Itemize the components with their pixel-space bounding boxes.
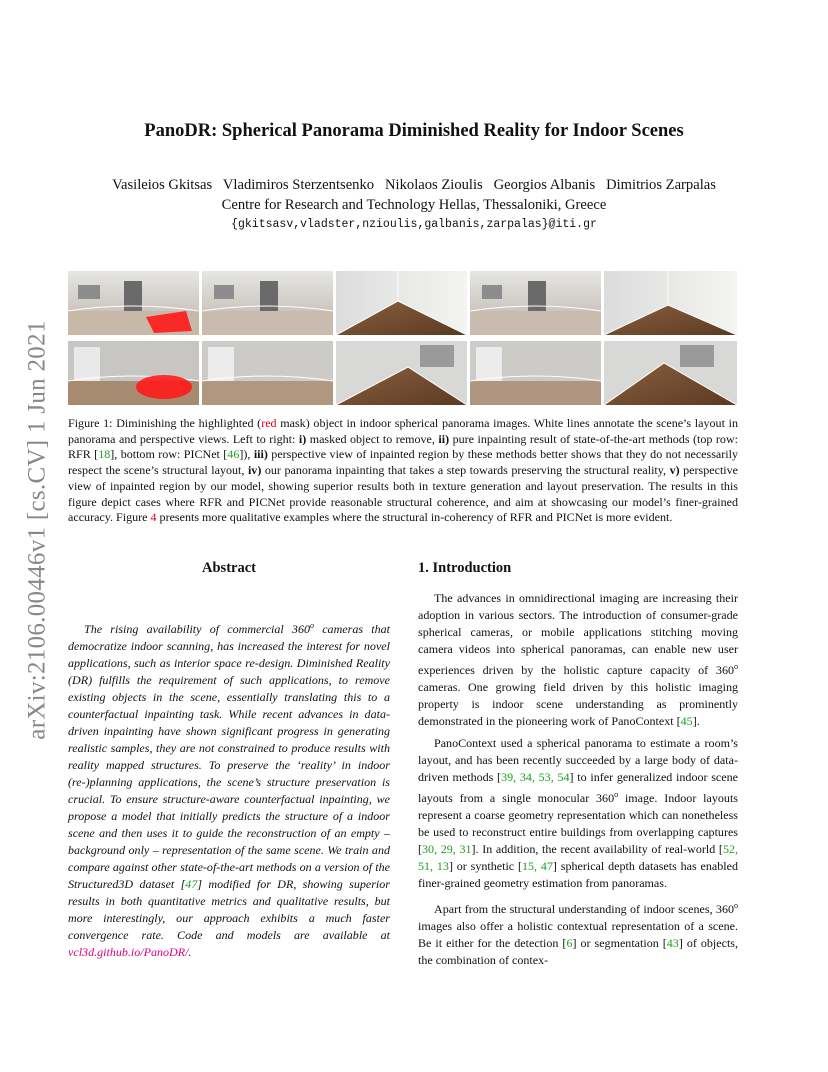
citation-link[interactable]: 45 [680,714,693,729]
figure-reference-link[interactable]: 4 [150,510,157,525]
intro-paragraph-3: Apart from the structural understanding of indoor scenes, 360$^o$ images also offer a holistic contextual representation of a scene. Be it either for the detection [6] or segmentation [43] of objects, the combination of contex- [418,901,738,968]
top-ours-inpainting-panel [470,271,601,335]
figure-1-caption: Figure 1: Diminishing the highlighted (red mask) object in indoor spherical panorama images. White lines annotate the scene’s layout in panorama and perspective views. Left to right: i) masked object to remove, ii) pure inpainting result of state-of-the-art methods (top row: RFR [18], bottom row: PICNet [46]), iii) perspective view of inpainted region by these methods better shows that they do not necessarily respect the scene’s structural layout, iv) our panorama inpainting that takes a step towards preserving the structural reality, v) perspective view of inpainted region by our model, showing superior results both in texture generation and layout preservation. The results in this figure depict cases where RFR and PICNet provide reasonable structural coherence, and aim at showcasing our model’s finer-grained accuracy. Figure 4 presents more qualitative examples where the structural in-coherency of RFR and PICNet is more evident. [68,416,739,525]
project-url-link[interactable]: vcl3d.github.io/PanoDR/ [68,945,189,960]
author-emails: {gkitsasv,vladster,nzioulis,galbanis,zarpalas}@iti.gr [231,218,597,231]
author-block [60,175,768,215]
figure-1 [68,271,737,405]
citation-link[interactable]: 18 [98,447,111,462]
top-rfr-perspective-panel [336,271,467,335]
abstract-heading: Abstract [202,560,256,576]
affiliation: Centre for Research and Technology Hellas, Thessaloniki, Greece [221,197,607,213]
abstract-text: The rising availability of commercial 360$^o$ cameras that democratize indoor scanning, has increased the interest for novel applications, such as interior space re-design. Diminished Reality (DR) fulfills the requirement of such applications, to remove existing objects in the scene, essentially translating this to a counterfactual inpainting task. While recent advances in data-driven inpainting have shown significant progress in generating realistic samples, they are not constrained to produce results with reality mapped structures. To preserve the ‘reality’ in indoor (re-)planning applications, the scene’s structure preservation is crucial. To ensure structure-aware counterfactual inpainting, we propose a model that initially predicts the structure of a indoor scene and then uses it to guide the reconstruction of an empty – background only – representation of the same scene. We train and compare against other state-of-the-art methods on a version of the Structured3D dataset [47] modified for DR, showing superior results in both quantitative metrics and qualitative results, but more interestingly, our approach exhibits a much faster convergence rate. Code and models are available at vcl3d.github.io/PanoDR/. [68,621,390,960]
introduction-heading: 1. Introduction [418,560,512,576]
citation-link[interactable]: 46 [227,447,240,462]
top-masked-object-panel [68,271,199,335]
citation-link[interactable]: 39, 34, 53, 54 [501,770,570,785]
intro-paragraph-1: The advances in omnidirectional imaging are increasing their adoption in various sectors. The introduction of consumer-grade spherical cameras, or mobile applications stitching moving camera videos into spherical panoramas, can enable new user experiences driven by the holistic capture capacity of 360$^o$ cameras. One growing field driven by this holistic imaging property is indoor scene understanding as prominently demonstrated in the pioneering work of PanoContext [45]. [418,591,738,729]
author-list: Vasileios Gkitsas Vladimiros Sterzentsenko Nikolaos Zioulis Georgios Albanis Dimitrios Zarpalas [112,177,716,193]
introduction-section [418,560,738,969]
top-ours-perspective-panel [604,271,737,335]
arxiv-stamp: arXiv:2106.00446v1 [cs.CV] 1 Jun 2021 [24,320,51,740]
bottom-ours-inpainting-panel [470,341,601,405]
abstract-section [68,560,390,961]
bottom-masked-object-panel [68,341,199,405]
bottom-ours-perspective-panel [604,341,737,405]
citation-link[interactable]: 6 [566,936,573,951]
citation-link[interactable]: 30, 29, 31 [422,842,472,857]
citation-link[interactable]: 43 [666,936,679,951]
citation-link[interactable]: 47 [185,877,198,892]
intro-paragraph-2: PanoContext used a spherical panorama to estimate a room’s layout, and has been recently succeeded by a large body of data-driven methods [39, 34, 53, 54] to infer generalized indoor scene layouts from a single monocular 360$^o$ image. Indoor layouts represent a coarse geometry representation which can nonetheless be used to reconstruct entire buildings from overlapping captures [30, 29, 31]. In addition, the recent availability of real-world [52, 51, 13] or synthetic [15, 47] spherical depth datasets has enabled finer-grained geometry estimation from panoramas. [418,736,738,891]
citation-link[interactable]: 15, 47 [521,859,553,874]
bottom-picnet-perspective-panel [336,341,467,405]
citation-link[interactable]: 52, 51, 13 [418,842,738,874]
bottom-picnet-inpainting-panel [202,341,333,405]
paper-title: PanoDR: Spherical Panorama Diminished Reality for Indoor Scenes [144,121,684,141]
figure-1-image-grid [68,271,737,405]
top-rfr-inpainting-panel [202,271,333,335]
